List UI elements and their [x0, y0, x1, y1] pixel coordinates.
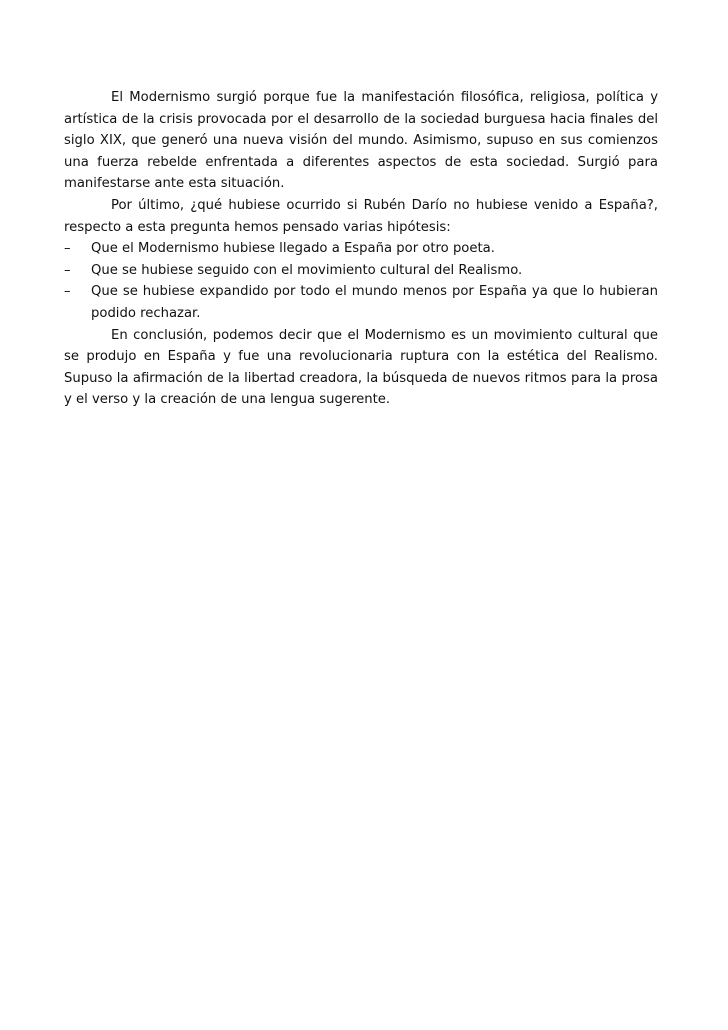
paragraph-question: Por último, ¿qué hubiese ocurrido si Rubén Darío no hubiese venido a España?, respecto a esta pregunta hemos pensado varias hipótesis:: [64, 197, 658, 235]
dash-bullet: –: [64, 284, 71, 300]
list-item: [64, 260, 658, 282]
list-item: [64, 281, 658, 324]
hypothesis-text: Que el Modernismo hubiese llegado a España por otro poeta.: [91, 241, 495, 257]
paragraph-origin: El Modernismo surgió porque fue la manifestación filosófica, religiosa, política y artística de la crisis provocada por el desarrollo de la sociedad burguesa hacia finales del siglo XIX, que generó una nueva visión del mundo. Asimismo, supuso en sus comienzos una fuerza rebelde enfrentada a diferentes aspectos de esta sociedad. Surgió para manifestarse ante esta situación.: [64, 90, 658, 192]
document-body: [64, 87, 658, 411]
hypothesis-text: Que se hubiese seguido con el movimiento cultural del Realismo.: [91, 262, 523, 278]
list-item: [64, 238, 658, 260]
hypotheses-list: [64, 238, 658, 324]
dash-bullet: –: [64, 241, 71, 257]
paragraph-conclusion: En conclusión, podemos decir que el Modernismo es un movimiento cultural que se produjo en España y fue una revolucionaria ruptura con la estética del Realismo. Supuso la afirmación de la libertad creadora, la búsqueda de nuevos ritmos para la prosa y el verso y la creación de una lengua sugerente.: [64, 327, 658, 408]
hypothesis-text: Que se hubiese expandido por todo el mundo menos por España ya que lo hubieran podido rechazar.: [91, 284, 658, 321]
dash-bullet: –: [64, 262, 71, 278]
